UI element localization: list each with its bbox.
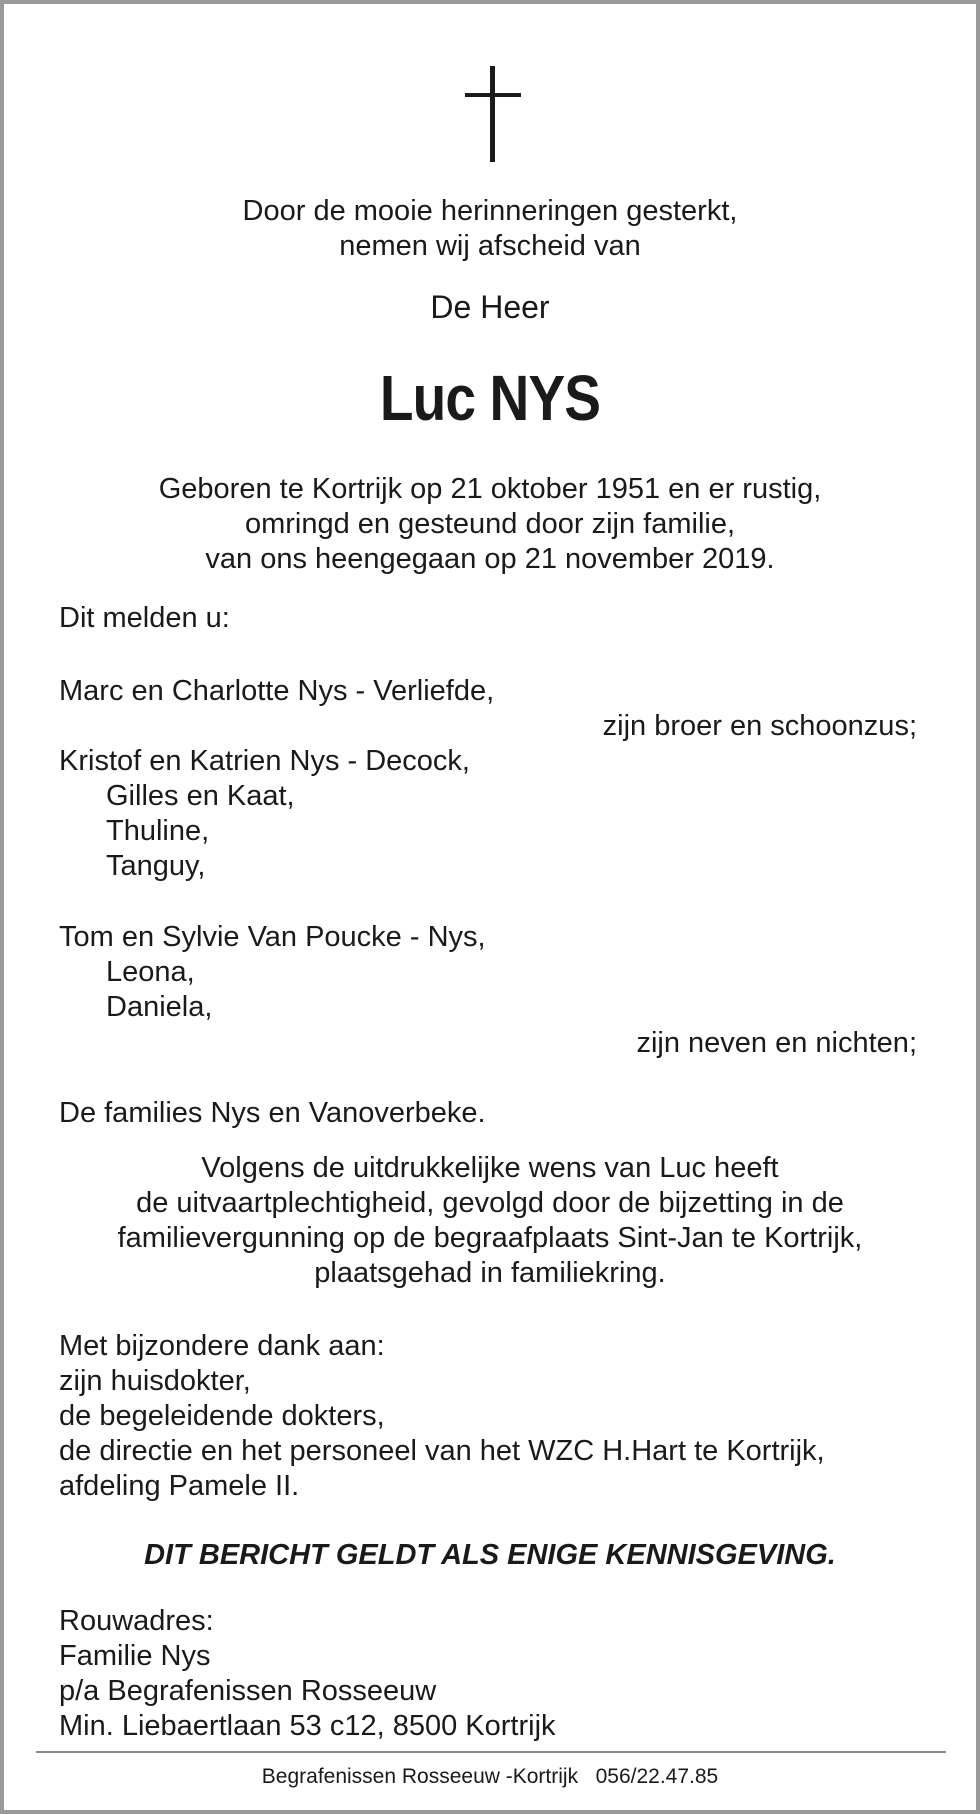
wish-line-2: de uitvaartplechtigheid, gevolgd door de bijzetting in de bbox=[136, 1187, 844, 1219]
intro-line-1: Door de mooie herinneringen gesterkt, bbox=[242, 195, 738, 227]
cross-icon bbox=[465, 66, 521, 162]
announce-text: Dit melden u: bbox=[59, 602, 230, 634]
address-line: p/a Begrafenissen Rosseeuw bbox=[59, 1675, 437, 1707]
thanks-heading: Met bijzondere dank aan: bbox=[59, 1330, 385, 1362]
family-group-1-names: Marc en Charlotte Nys - Verliefde, bbox=[59, 675, 495, 707]
address-line: Familie Nys bbox=[59, 1640, 211, 1672]
footer-divider bbox=[36, 1751, 946, 1753]
birth-line-2: omringd en gesteund door zijn familie, bbox=[244, 508, 736, 540]
family-group-3-names: Tom en Sylvie Van Poucke - Nys, bbox=[59, 921, 486, 953]
deceased-name: Luc NYS bbox=[379, 362, 601, 434]
birth-line-1: Geboren te Kortrijk op 21 oktober 1951 en er rustig, bbox=[158, 473, 822, 505]
family-group-2-child: Tanguy, bbox=[106, 850, 206, 882]
family-group-3-child: Daniela, bbox=[106, 991, 213, 1023]
address-heading: Rouwadres: bbox=[59, 1605, 214, 1637]
address-line: Min. Liebaertlaan 53 c12, 8500 Kortrijk bbox=[59, 1710, 556, 1742]
thanks-line: zijn huisdokter, bbox=[59, 1365, 251, 1397]
wish-line-3: familievergunning op de begraafplaats Sint-Jan te Kortrijk, bbox=[117, 1222, 863, 1254]
wish-line-1: Volgens de uitdrukkelijke wens van Luc heeft bbox=[201, 1152, 779, 1184]
family-group-2-names: Kristof en Katrien Nys - Decock, bbox=[59, 745, 470, 777]
family-group-2-child: Thuline, bbox=[106, 815, 210, 847]
funeral-home-footer: Begrafenissen Rosseeuw -Kortrijk 056/22.47.85 bbox=[261, 1765, 719, 1788]
wish-line-4: plaatsgehad in familiekring. bbox=[314, 1257, 666, 1289]
family-group-2-child: Gilles en Kaat, bbox=[106, 780, 295, 812]
birth-line-3: van ons heengegaan op 21 november 2019. bbox=[205, 543, 775, 575]
thanks-line: afdeling Pamele II. bbox=[59, 1470, 300, 1502]
honorific: De Heer bbox=[430, 289, 550, 325]
thanks-line: de directie en het personeel van het WZC H.Hart te Kortrijk, bbox=[59, 1435, 825, 1467]
families-line: De families Nys en Vanoverbeke. bbox=[59, 1097, 486, 1129]
notice-heading: DIT BERICHT GELDT ALS ENIGE KENNISGEVING. bbox=[144, 1539, 836, 1571]
family-group-1-relation: zijn broer en schoonzus; bbox=[602, 710, 917, 742]
family-group-23-relation: zijn neven en nichten; bbox=[636, 1027, 917, 1059]
family-group-3-child: Leona, bbox=[106, 956, 195, 988]
thanks-line: de begeleidende dokters, bbox=[59, 1400, 385, 1432]
intro-line-2: nemen wij afscheid van bbox=[339, 230, 641, 262]
